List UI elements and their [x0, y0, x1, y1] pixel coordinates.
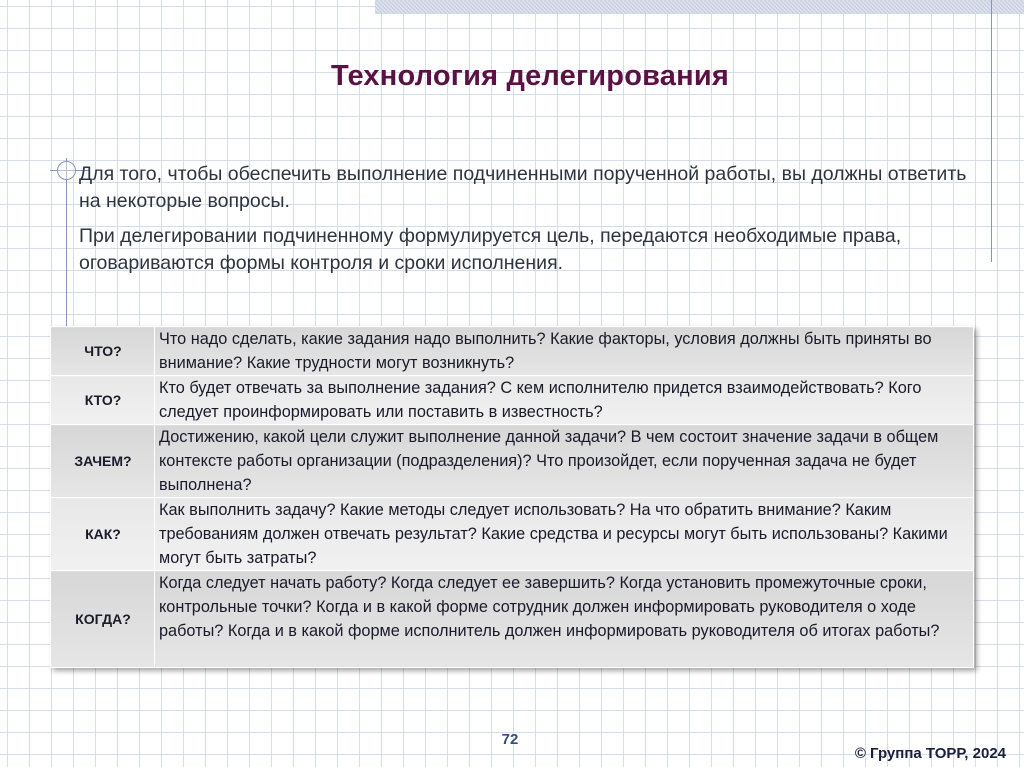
- table-row: [51, 327, 974, 376]
- answer-cell: Достижению, какой цели служит выполнение данной задачи? В чем состоит значение задачи в общем контексте работы организации (подразделения)? Что произойдет, если порученная задача не будет выполнена?: [155, 425, 974, 498]
- decorative-left-line: [66, 158, 67, 330]
- table-row: [51, 425, 974, 498]
- intro-text: [79, 161, 979, 285]
- table-row: [51, 376, 974, 425]
- answer-cell: Кто будет отвечать за выполнение задания? С кем исполнителю придется взаимодействовать? Кого следует проинформировать или поставить в известность?: [155, 376, 974, 425]
- question-cell: ЧТО?: [51, 327, 155, 376]
- intro-paragraph: При делегировании подчиненному формулируется цель, передаются необходимые права, оговариваются формы контроля и сроки исполнения.: [79, 225, 902, 274]
- slide-title: Технология делегирования: [331, 60, 729, 92]
- bullet-circle-icon: [57, 161, 76, 180]
- page-number: 72: [501, 731, 519, 748]
- decorative-right-line: [991, 0, 992, 262]
- question-cell: ЗАЧЕМ?: [51, 425, 155, 498]
- question-cell: КТО?: [51, 376, 155, 425]
- answer-cell: Что надо сделать, какие задания надо выполнить? Какие факторы, условия должны быть приняты во внимание? Какие трудности могут возникнуть?: [155, 327, 974, 376]
- answer-cell: Когда следует начать работу? Когда следует ее завершить? Когда установить промежуточные сроки, контрольные точки? Когда и в какой форме сотрудник должен информировать руководителя о ходе работы? Когда и в какой форме исполнитель должен информировать руководителя об итогах работы?: [155, 571, 974, 668]
- question-cell: КОГДА?: [51, 571, 155, 668]
- questions-table: [50, 326, 974, 668]
- decorative-top-band: [375, 0, 1024, 14]
- table-row: [51, 498, 974, 571]
- copyright-text: © Группа ТОРР, 2024: [854, 745, 1006, 762]
- question-cell: КАК?: [51, 498, 155, 571]
- table-row: [51, 571, 974, 668]
- intro-paragraph: Для того, чтобы обеспечить выполнение подчиненными порученной работы, вы должны ответить на некоторые вопросы.: [79, 163, 967, 212]
- answer-cell: Как выполнить задачу? Какие методы следует использовать? На что обратить внимание? Каким требованиям должен отвечать результат? Какие средства и ресурсы могут быть использованы? Какими могут быть затраты?: [155, 498, 974, 571]
